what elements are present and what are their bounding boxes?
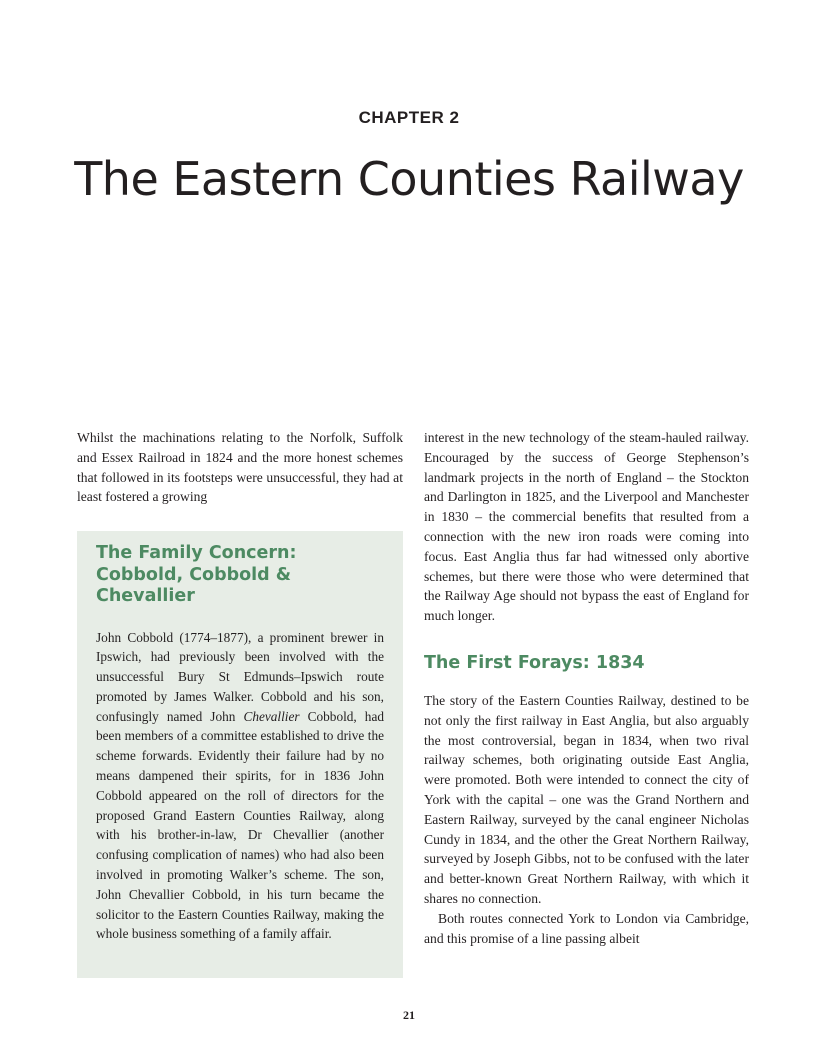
section-heading: The First Forays: 1834 [424, 652, 645, 673]
sidebar-heading: The Family Concern: Cobbold, Cobbold & Chevallier [96, 543, 297, 606]
intro-paragraph-left: Whilst the machinations relating to the Norfolk, Suffolk and Essex Railroad in 1824 and the more honest schemes that followed in its footsteps were unsuccessful, they had at least fostered a growing [77, 430, 403, 505]
sidebar-paragraph [96, 628, 384, 945]
section-paragraph-2: Both routes connected York to London via Cambridge, and this promise of a line passing albeit [424, 910, 749, 946]
intro-paragraph-right: interest in the new technology of the steam-hauled railway. Encouraged by the success of George Stephenson’s landmark projects in the north of England – the Stockton and Darlington in 1825, and the Liverpool and Manchester in 1830 – the commercial benefits that resulted from a connection with the new iron roads were coming into focus. East Anglia thus far had witnessed only abortive schemes, but there were those who were determined that the Railway Age should not bypass the east of England for much longer. [424, 430, 749, 624]
page-number: 21 [403, 1008, 415, 1022]
left-column [77, 428, 403, 507]
sidebar-text-after: Cobbold, had been members of a committee established to drive the scheme forwards. Evidently their failure had by no means dampened their spirits, for in 1836 John Cobbold appeared on the roll of directors for the proposed Grand Eastern Counties Railway, along with his brother-in-law, Dr Chevallier (another confusing complication of names) who had also been involved in promoting Walker’s scheme. The son, John Chevallier Cobbold, in his turn became the solicitor to the Eastern Counties Railway, making the whole business something of a family affair. [96, 708, 384, 942]
chapter-title: The Eastern Counties Railway [74, 152, 744, 206]
chapter-label: CHAPTER 2 [358, 108, 460, 127]
sidebar-text-before: John Cobbold (1774–1877), a prominent brewer in Ipswich, had previously been involved with the unsuccessful Bury St Edmunds–Ipswich route promoted by James Walker. Cobbold and his son, confusingly named John [96, 629, 384, 724]
sidebar-box [77, 531, 403, 978]
section-paragraph-1: The story of the Eastern Counties Railway, destined to be not only the first railway in East Anglia, but also arguably the most controversial, began in 1834, when two rival railway schemes, both originating outside East Anglia, were promoted. Both were intended to connect the city of York with the capital – one was the Grand Northern and Eastern Railway, surveyed by the canal engineer Nicholas Cundy in 1834, and the other the Great Northern Railway, surveyed by Joseph Gibbs, not to be confused with the later and better-known Great Northern Railway, with which it shares no connection. [424, 692, 749, 906]
right-column [424, 428, 749, 948]
sidebar-text-italic: Chevallier [243, 708, 300, 724]
